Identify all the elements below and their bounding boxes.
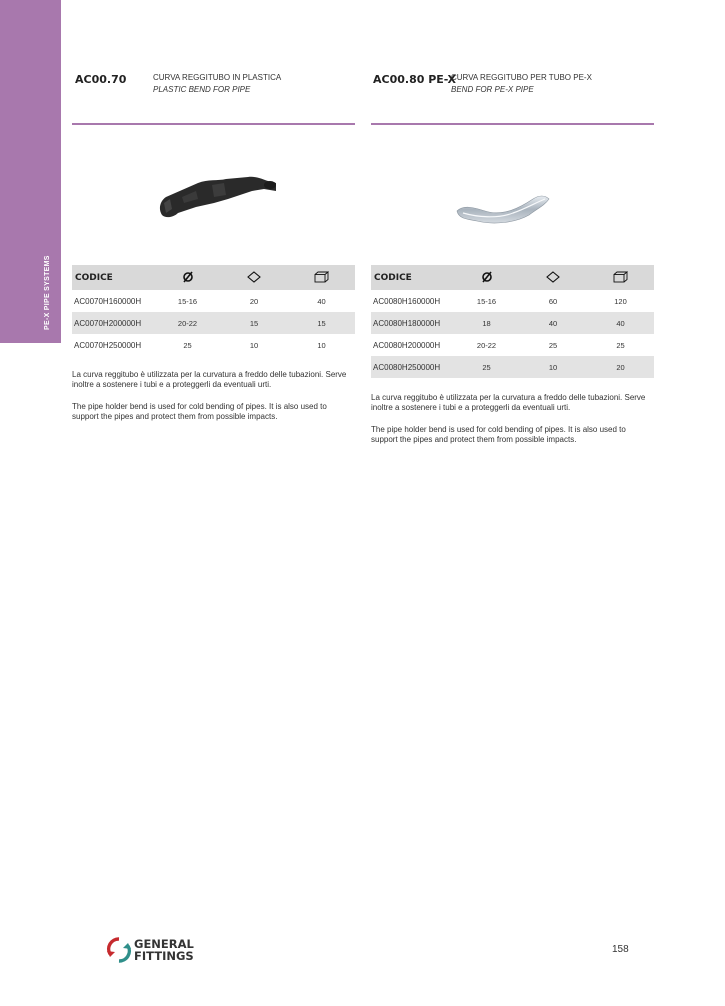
table-cell-code: AC0070H200000H bbox=[72, 312, 155, 334]
logo-line-1: GENERAL bbox=[134, 937, 194, 951]
table-cell-angle: 25 bbox=[548, 340, 558, 350]
table-cell-box: 25 bbox=[616, 340, 625, 350]
product-description-it: CURVA REGGITUBO PER TUBO PE-X bbox=[451, 73, 592, 82]
description-paragraph-it: La curva reggitubo è utilizzata per la curvatura a freddo delle tubazioni. Serve inoltre a sostenere i tubi e a proteggerli da eventuali urti. bbox=[371, 393, 646, 412]
product-description-en: PLASTIC BEND FOR PIPE bbox=[153, 85, 251, 94]
table-cell-code: AC0080H250000H bbox=[371, 356, 454, 378]
table-cell-diameter: 20-22 bbox=[155, 312, 220, 334]
table-cell-code: AC0080H200000H bbox=[373, 340, 441, 350]
table-cell-diameter: 25 bbox=[183, 340, 192, 350]
diameter-icon bbox=[454, 265, 519, 290]
table-cell-box: 10 bbox=[317, 340, 326, 350]
table-row bbox=[371, 290, 654, 312]
table-cell-diameter: 15-16 bbox=[177, 296, 198, 306]
table-cell-box: 120 bbox=[614, 296, 627, 306]
description-paragraph-en: The pipe holder bend is used for cold bending of pipes. It is also used to support the pipes and protect them from possible impacts. bbox=[371, 425, 626, 444]
diameter-icon bbox=[155, 265, 220, 290]
product-description-it: CURVA REGGITUBO IN PLASTICA bbox=[153, 73, 282, 82]
description-paragraph-it: La curva reggitubo è utilizzata per la curvatura a freddo delle tubazioni. Serve inoltre a sostenere i tubi e a proteggerli da eventuali urti. bbox=[72, 370, 347, 389]
table-cell-box: 40 bbox=[587, 312, 654, 334]
divider-line bbox=[72, 123, 355, 125]
table-row bbox=[371, 312, 654, 334]
logo-line-2: FITTINGS bbox=[134, 949, 194, 963]
table-cell-code: AC0080H180000H bbox=[371, 312, 454, 334]
table-cell-diameter: 25 bbox=[454, 356, 519, 378]
header-codice: CODICE bbox=[371, 265, 454, 290]
page-number: 158 bbox=[612, 944, 629, 955]
table-row bbox=[371, 334, 654, 356]
table-cell-code: AC0070H160000H bbox=[74, 296, 142, 306]
description-paragraph-en: The pipe holder bend is used for cold bending of pipes. It is also used to support the pipes and protect them from possible impacts. bbox=[72, 402, 327, 421]
table-header-row bbox=[72, 265, 355, 290]
table-header-row bbox=[371, 265, 654, 290]
table-row bbox=[371, 356, 654, 378]
angle-icon bbox=[519, 265, 587, 290]
side-section-label: PE-X PIPE SYSTEMS bbox=[44, 255, 51, 330]
product-image-plastic-bend bbox=[152, 173, 282, 223]
box-icon bbox=[587, 265, 654, 290]
table-cell-box: 40 bbox=[317, 296, 326, 306]
product-ac0070 bbox=[72, 73, 355, 433]
table-cell-code: AC0070H250000H bbox=[74, 340, 142, 350]
spec-table bbox=[72, 265, 355, 356]
product-code: AC00.70 bbox=[75, 73, 127, 86]
product-code: AC00.80 PE-X bbox=[373, 73, 456, 86]
product-image-pex-bend bbox=[453, 189, 553, 229]
divider-line bbox=[371, 123, 654, 125]
table-cell-box: 15 bbox=[288, 312, 355, 334]
table-cell-angle: 40 bbox=[519, 312, 587, 334]
box-icon bbox=[288, 265, 355, 290]
table-cell-angle: 10 bbox=[519, 356, 587, 378]
table-cell-diameter: 20-22 bbox=[476, 340, 497, 350]
logo-text bbox=[134, 938, 194, 962]
header-codice: CODICE bbox=[72, 265, 155, 290]
table-cell-angle: 20 bbox=[249, 296, 259, 306]
table-cell-angle: 15 bbox=[220, 312, 288, 334]
product-description-en: BEND FOR PE-X PIPE bbox=[451, 85, 534, 94]
table-cell-angle: 60 bbox=[548, 296, 558, 306]
table-row bbox=[72, 334, 355, 356]
product-ac0080-pex bbox=[371, 73, 654, 453]
side-band bbox=[0, 0, 61, 343]
spec-table bbox=[371, 265, 654, 378]
general-fittings-logo bbox=[106, 936, 216, 966]
table-row bbox=[72, 312, 355, 334]
table-cell-box: 20 bbox=[587, 356, 654, 378]
table-row bbox=[72, 290, 355, 312]
angle-icon bbox=[220, 265, 288, 290]
table-cell-code: AC0080H160000H bbox=[373, 296, 441, 306]
table-cell-diameter: 18 bbox=[454, 312, 519, 334]
table-cell-diameter: 15-16 bbox=[476, 296, 497, 306]
table-cell-angle: 10 bbox=[249, 340, 259, 350]
logo-arrows-icon bbox=[106, 936, 132, 964]
